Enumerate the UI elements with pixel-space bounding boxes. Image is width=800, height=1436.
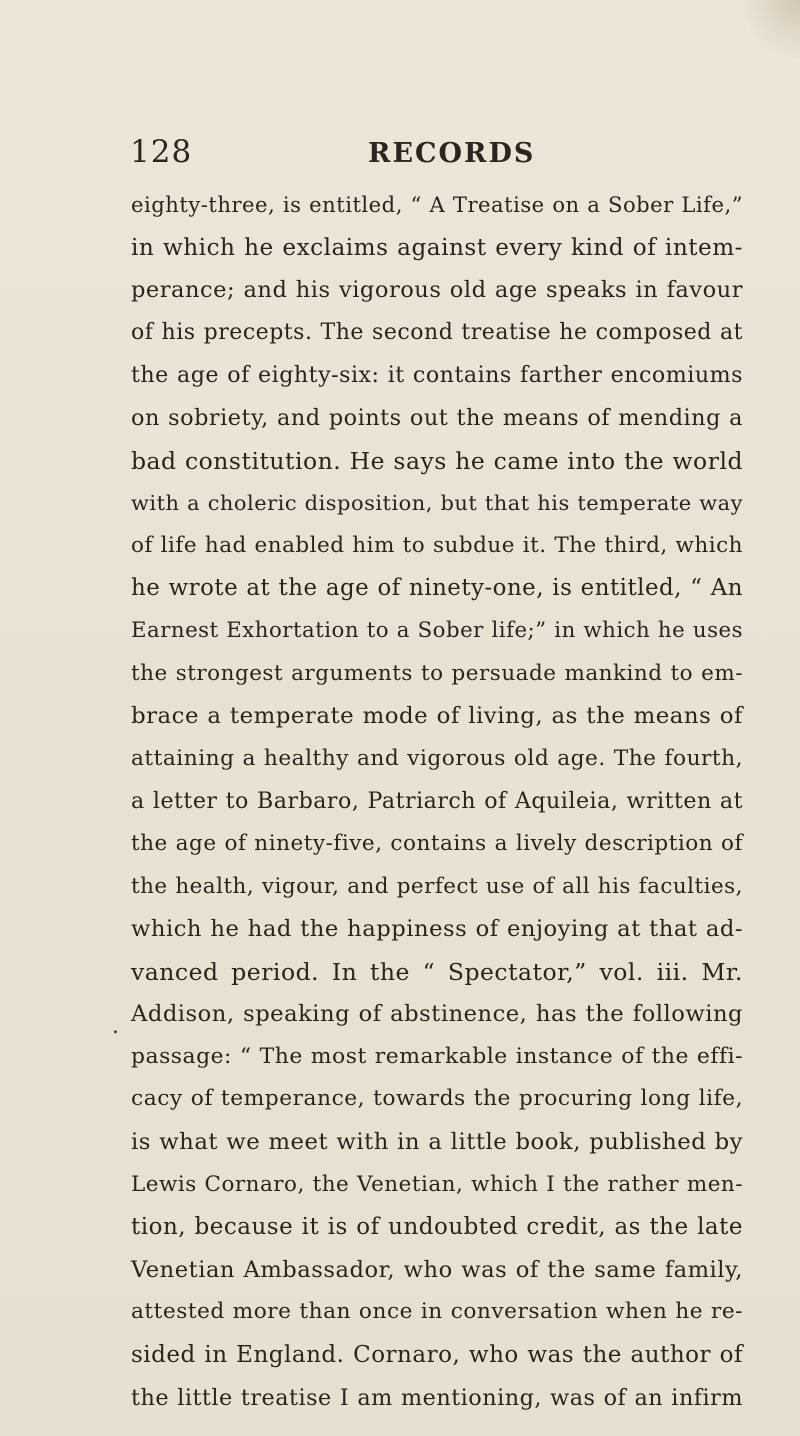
page-number: 128	[130, 134, 193, 170]
text-line: the little treatise I am mentioning, was of an infirm	[131, 1384, 743, 1411]
text-line: perance; and his vigorous old age speaks in favour	[131, 277, 743, 304]
text-line: on sobriety, and points out the means of mending a	[131, 404, 743, 431]
text-line: passage: “ The most remarkable instance of the effi-	[131, 1043, 743, 1069]
margin-mark: .	[112, 1014, 119, 1039]
text-line: bad constitution. He says he came into the world	[131, 446, 743, 475]
text-line: the age of eighty-six: it contains farther encomiums	[131, 362, 743, 389]
body-text	[131, 184, 743, 1419]
text-line: Venetian Ambassador, who was of the same family,	[131, 1256, 743, 1283]
text-line: attested more than once in conversation when he re-	[131, 1299, 743, 1325]
text-line: of life had enabled him to subdue it. The third, which	[131, 532, 743, 558]
text-line: which he had the happiness of enjoying at that ad-	[131, 916, 743, 943]
text-line: sided in England. Cornaro, who was the author of	[131, 1342, 743, 1369]
text-line: he wrote at the age of ninety-one, is entitled, “ An	[131, 575, 743, 602]
text-line: Addison, speaking of abstinence, has the following	[131, 1001, 743, 1028]
text-line: Lewis Cornaro, the Venetian, which I the rather men-	[131, 1171, 743, 1197]
text-line: Earnest Exhortation to a Sober life;” in which he uses	[131, 617, 743, 643]
text-line: tion, because it is of undoubted credit, as the late	[131, 1214, 743, 1241]
text-line: with a choleric disposition, but that his temperate way	[131, 491, 743, 516]
running-head: RECORDS	[368, 138, 536, 169]
text-line: cacy of temperance, towards the procuring long life,	[131, 1086, 743, 1112]
page-header	[0, 130, 800, 180]
text-line: the health, vigour, and perfect use of all his faculties,	[131, 873, 743, 899]
text-line: in which he exclaims against every kind of intem-	[131, 234, 743, 261]
text-line: of his precepts. The second treatise he composed at	[131, 319, 743, 345]
text-line: brace a temperate mode of living, as the means of	[131, 703, 743, 730]
page-corner-shadow	[740, 0, 800, 60]
text-line: attaining a healthy and vigorous old age. The fourth,	[131, 745, 743, 771]
text-line: vanced period. In the “ Spectator,” vol. iii. Mr.	[131, 957, 743, 986]
text-line: the strongest arguments to persuade mankind to em-	[131, 660, 743, 686]
text-line: is what we meet with in a little book, published by	[131, 1129, 743, 1156]
text-line: the age of ninety-five, contains a lively description of	[131, 830, 743, 856]
text-line: a letter to Barbaro, Patriarch of Aquileia, written at	[131, 788, 743, 815]
text-line: eighty-three, is entitled, “ A Treatise on a Sober Life,”	[131, 192, 743, 217]
